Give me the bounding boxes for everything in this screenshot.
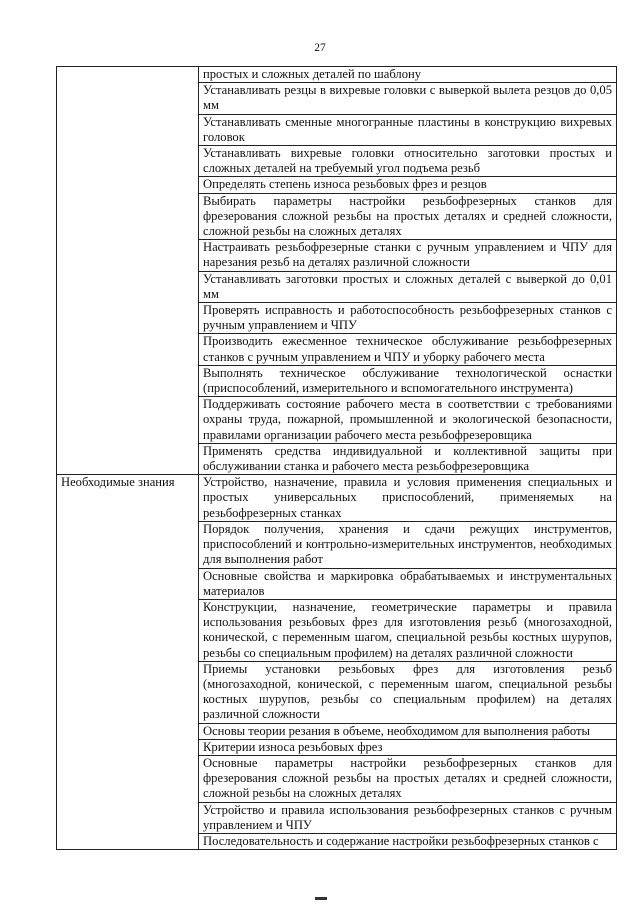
page-bottom-mark xyxy=(315,897,327,900)
table-row xyxy=(57,475,617,522)
section-label-skills xyxy=(57,67,199,475)
table-row xyxy=(57,67,617,83)
page-number: 27 xyxy=(314,42,326,54)
skills-item: Устанавливать вихревые головки относительно заготовки простых и сложных деталей на требуемый угол подъема резьб xyxy=(199,146,617,177)
skills-item: Настраивать резьбофрезерные станки с ручным управлением и ЧПУ для нарезания резьб на деталях различной сложности xyxy=(199,240,617,271)
knowledge-item: Основы теории резания в объеме, необходимом для выполнения работы xyxy=(199,723,617,739)
knowledge-item: Конструкции, назначение, геометрические параметры и правила использования резьбовых фрез для изготовления резьб (многозаходной, конической, с переменным шагом, специальной резьбы костных шурупов, резьбы со специальным профилем) на деталях различной сложности xyxy=(199,599,617,661)
skills-item: Производить ежесменное техническое обслуживание резьбофрезерных станков с ручным управлением и ЧПУ и уборку рабочего места xyxy=(199,334,617,365)
skills-item: Выполнять техническое обслуживание технологической оснастки (приспособлений, измерительного и вспомогательного инструмента) xyxy=(199,365,617,396)
knowledge-item: Основные параметры настройки резьбофрезерных станков для фрезерования сложной резьбы на простых деталях и средней сложности, сложной резьбы на сложных деталях xyxy=(199,755,617,802)
skills-item: Определять степень износа резьбовых фрез и резцов xyxy=(199,177,617,193)
skills-item: Устанавливать сменные многогранные пластины в конструкцию вихревых головок xyxy=(199,114,617,145)
knowledge-item: Приемы установки резьбовых фрез для изготовления резьб (многозаходной, конической, с переменным шагом, специальной резьбы костных шурупов, резьбы со специальным профилем) на деталях различной сложности xyxy=(199,661,617,723)
section-label-knowledge: Необходимые знания xyxy=(57,475,199,850)
skills-item: Устанавливать заготовки простых и сложных деталей с выверкой до 0,01 мм xyxy=(199,271,617,302)
skills-item: Проверять исправность и работоспособность резьбофрезерных станков с ручным управлением и ЧПУ xyxy=(199,303,617,334)
skills-item: Поддерживать состояние рабочего места в соответствии с требованиями охраны труда, пожарной, промышленной и экологической безопасности, правилами организации рабочего места резьбофрезеровщика xyxy=(199,397,617,444)
skills-item: Применять средства индивидуальной и коллективной защиты при обслуживании станка и рабочего места резьбофрезеровщика xyxy=(199,443,617,474)
knowledge-item: Устройство и правила использования резьбофрезерных станков с ручным управлением и ЧПУ xyxy=(199,802,617,833)
knowledge-item: Порядок получения, хранения и сдачи режущих инструментов, приспособлений и контрольно-измерительных инструментов, необходимых для выполнения работ xyxy=(199,521,617,568)
skills-item: Устанавливать резцы в вихревые головки с выверкой вылета резцов до 0,05 мм xyxy=(199,83,617,114)
skills-item: простых и сложных деталей по шаблону xyxy=(199,67,617,83)
requirements-table xyxy=(56,66,617,850)
knowledge-item: Устройство, назначение, правила и условия применения специальных и простых универсальных приспособлений, применяемых на резьбофрезерных станках xyxy=(199,475,617,522)
knowledge-item: Последовательность и содержание настройки резьбофрезерных станков с xyxy=(199,833,617,849)
knowledge-item: Основные свойства и маркировка обрабатываемых и инструментальных материалов xyxy=(199,568,617,599)
knowledge-item: Критерии износа резьбовых фрез xyxy=(199,739,617,755)
skills-item: Выбирать параметры настройки резьбофрезерных станков для фрезерования сложной резьбы на простых деталях и средней сложности, сложной резьбы на сложных деталях xyxy=(199,193,617,240)
